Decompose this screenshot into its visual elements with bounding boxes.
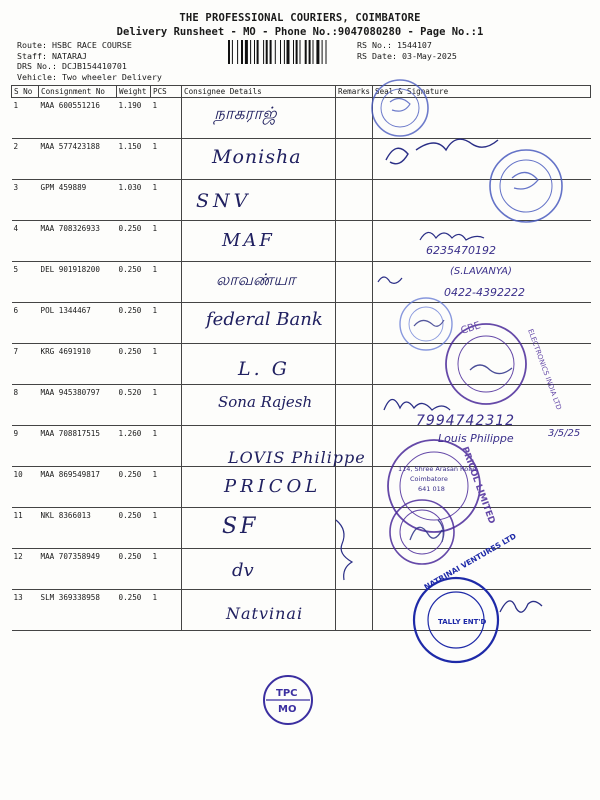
seal-cell	[373, 98, 591, 139]
remarks-cell	[336, 98, 373, 139]
sno-cell: 8	[12, 385, 39, 426]
sno-cell: 1	[12, 98, 39, 139]
pcs-cell: 1	[151, 344, 182, 385]
consignment-cell: POL 1344467	[39, 303, 117, 344]
table-row	[12, 344, 591, 385]
seal-cell	[373, 549, 591, 590]
table-row	[12, 180, 591, 221]
seal-cell	[373, 180, 591, 221]
pcs-cell: 1	[151, 426, 182, 467]
barcode-bar	[326, 40, 327, 64]
barcode-bar	[287, 40, 290, 64]
hand-row-5: லாவண்யா	[216, 270, 296, 289]
table-row	[12, 221, 591, 262]
table-header-row	[12, 86, 591, 98]
weight-cell: 0.250	[117, 303, 151, 344]
runsheet-subtitle: Delivery Runsheet - MO - Phone No.:9047080280 - Page No.:1	[116, 26, 484, 38]
hand-row-11: SF	[222, 514, 259, 539]
sno-cell: 12	[12, 549, 39, 590]
weight-cell: 0.250	[117, 262, 151, 303]
sno-cell: 7	[12, 344, 39, 385]
drs-label: DRS No.: DCJB154410701	[17, 61, 127, 71]
remarks-cell	[336, 262, 373, 303]
consignment-cell: NKL 8366013	[39, 508, 117, 549]
remarks-cell	[336, 180, 373, 221]
barcode-bar	[313, 40, 314, 64]
consignee-cell	[182, 508, 336, 549]
route-label: Route: HSBC RACE COURSE	[17, 40, 132, 50]
stamp-tpc-mo	[264, 676, 312, 724]
meta-right-block	[357, 40, 457, 61]
weight-cell: 0.250	[117, 508, 151, 549]
consignment-cell: MAA 708817515	[39, 426, 117, 467]
hand-row-4: MAF	[222, 230, 275, 251]
pcs-cell: 1	[151, 467, 182, 508]
sno-cell: 6	[12, 303, 39, 344]
table-row	[12, 98, 591, 139]
barcode-bar	[275, 40, 276, 64]
col-weight: Weight	[117, 86, 151, 98]
barcode-bar	[232, 40, 233, 64]
hand-row-3: SNV	[196, 190, 252, 212]
barcode-bar	[241, 40, 243, 64]
seal-cell	[373, 508, 591, 549]
barcode-bar	[254, 40, 255, 64]
consignee-cell	[182, 549, 336, 590]
stamp-cbe-text: CBE	[459, 320, 483, 337]
pcs-cell: 1	[151, 508, 182, 549]
sno-cell: 3	[12, 180, 39, 221]
consignment-cell: MAA 869549817	[39, 467, 117, 508]
stamp-addr-line2: Coimbatore	[410, 475, 448, 483]
barcode-bar	[305, 40, 307, 64]
company-title: THE PROFESSIONAL COURIERS, COIMBATORE	[179, 12, 421, 24]
sig-row9-date: 3/5/25	[548, 428, 581, 439]
hand-row-10: PRICOL	[224, 476, 322, 497]
table-row	[12, 549, 591, 590]
sig-row4-phone: 6235470192	[426, 244, 496, 257]
table-row	[12, 508, 591, 549]
barcode-bar	[237, 40, 238, 64]
consignment-cell: MAA 708326933	[39, 221, 117, 262]
consignment-cell: MAA 600551216	[39, 98, 117, 139]
hand-row-9: LOVIS Philippe	[228, 448, 366, 467]
remarks-cell	[336, 221, 373, 262]
pcs-cell: 1	[151, 590, 182, 631]
stamp-addr-line1: 114, Shree Arasan Road,	[398, 465, 479, 473]
remarks-cell	[336, 385, 373, 426]
col-sno: S No	[12, 86, 39, 98]
sig-row8-phone: 7994742312	[416, 413, 516, 429]
weight-cell: 0.250	[117, 221, 151, 262]
hand-row-8: Sona Rajesh	[218, 393, 313, 411]
col-pcs: PCS	[151, 86, 182, 98]
barcode-bar	[309, 40, 311, 64]
consignment-cell: GPM 459889	[39, 180, 117, 221]
rs-date: RS Date: 03-May-2025	[357, 50, 457, 61]
sig-row5-phone: 0422-4392222	[444, 286, 525, 299]
pcs-cell: 1	[151, 385, 182, 426]
pcs-cell: 1	[151, 303, 182, 344]
pcs-cell: 1	[151, 262, 182, 303]
hand-row-2: Monisha	[212, 146, 302, 168]
weight-cell: 1.030	[117, 180, 151, 221]
col-consignment: Consignment No	[39, 86, 117, 98]
sno-cell: 9	[12, 426, 39, 467]
consignment-cell: MAA 577423188	[39, 139, 117, 180]
col-seal: Seal & Signature	[373, 86, 591, 98]
hand-row-1: நாகராஜ்	[214, 104, 277, 124]
barcode-bar	[263, 40, 264, 64]
weight-cell: 0.250	[117, 590, 151, 631]
remarks-cell	[336, 590, 373, 631]
pcs-cell: 1	[151, 98, 182, 139]
seal-cell	[373, 139, 591, 180]
stamp-tpc-text: TPC	[276, 688, 298, 699]
remarks-cell	[336, 549, 373, 590]
sno-cell: 4	[12, 221, 39, 262]
meta-left-block	[17, 40, 162, 82]
col-remarks: Remarks	[336, 86, 373, 98]
barcode-bar	[296, 40, 298, 64]
sno-cell: 10	[12, 467, 39, 508]
seal-cell	[373, 590, 591, 631]
weight-cell: 0.250	[117, 467, 151, 508]
stamp-addr-line3: 641 018	[418, 485, 445, 493]
hand-row-7: L. G	[238, 358, 290, 380]
stamp-electronics-text: ELECTRONICS INDIA LTD	[526, 327, 563, 412]
sno-cell: 5	[12, 262, 39, 303]
barcode-bar	[257, 40, 259, 64]
sno-cell: 11	[12, 508, 39, 549]
remarks-cell	[336, 139, 373, 180]
pcs-cell: 1	[151, 221, 182, 262]
pcs-cell: 1	[151, 549, 182, 590]
barcode-bar	[322, 40, 323, 64]
barcode-bar	[280, 40, 281, 64]
hand-row-12: dv	[232, 560, 254, 581]
consignment-cell: MAA 707358949	[39, 549, 117, 590]
stamp-natrinai-inner: TALLY ENT'D	[438, 618, 487, 626]
barcode-bar	[316, 40, 319, 64]
hand-row-6: federal Bank	[206, 309, 323, 330]
barcode-bar	[270, 40, 272, 64]
sig-row5-name: (S.LAVANYA)	[450, 266, 512, 277]
barcode-bar	[266, 40, 268, 64]
weight-cell: 1.260	[117, 426, 151, 467]
vehicle-label: Vehicle: Two wheeler Delivery	[17, 71, 162, 82]
weight-cell: 0.250	[117, 344, 151, 385]
remarks-cell	[336, 344, 373, 385]
consignment-cell: DEL 901918200	[39, 262, 117, 303]
barcode-bar	[300, 40, 301, 64]
sig-row9-brand: Louis Philippe	[438, 432, 514, 445]
consignment-cell: MAA 945380797	[39, 385, 117, 426]
seal-cell	[373, 303, 591, 344]
barcode-bar	[228, 40, 230, 64]
col-consignee: Consignee Details	[182, 86, 336, 98]
remarks-cell	[336, 508, 373, 549]
barcode-bar	[284, 40, 285, 64]
consignment-cell: SLM 369338958	[39, 590, 117, 631]
seal-cell	[373, 344, 591, 385]
weight-cell: 1.150	[117, 139, 151, 180]
stamp-natrinai-text: NATRINAI VENTURES LTD	[422, 531, 518, 592]
hand-row-13: Natvinai	[226, 604, 304, 623]
remarks-cell	[336, 467, 373, 508]
barcode-bar	[293, 40, 294, 64]
pcs-cell: 1	[151, 139, 182, 180]
consignment-cell: KRG 4691910	[39, 344, 117, 385]
sno-cell: 2	[12, 139, 39, 180]
remarks-cell	[336, 303, 373, 344]
rs-number: RS No.: 1544107	[357, 40, 432, 50]
stamp-mo-text: MO	[278, 704, 297, 715]
weight-cell: 0.250	[117, 549, 151, 590]
barcode-bar	[245, 40, 248, 64]
pcs-cell: 1	[151, 180, 182, 221]
weight-cell: 0.520	[117, 385, 151, 426]
weight-cell: 1.190	[117, 98, 151, 139]
staff-label: Staff: NATARAJ	[17, 50, 87, 61]
barcode-bar	[250, 40, 251, 64]
stamp-pricol-text: PRICOL LIMITED	[459, 445, 497, 526]
barcode	[228, 40, 352, 64]
sno-cell: 13	[12, 590, 39, 631]
